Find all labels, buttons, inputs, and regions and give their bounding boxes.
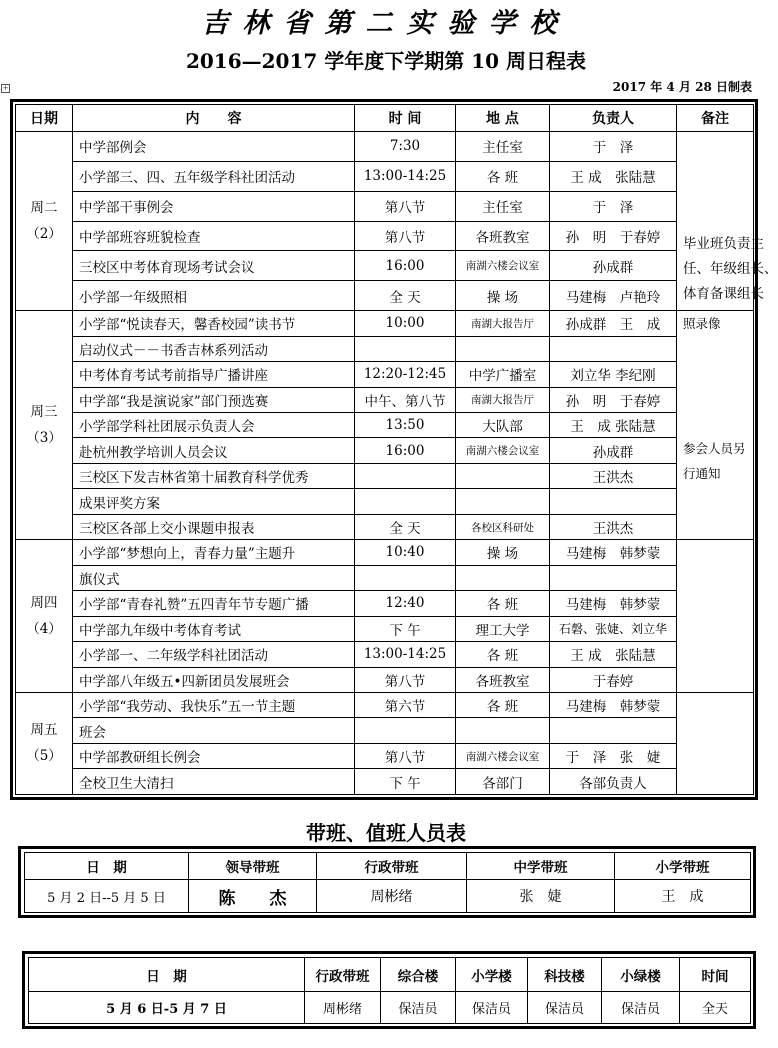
event-content: 小学部“我劳动、我快乐”五一节主题 [73, 692, 355, 717]
header-time: 时 间 [355, 105, 456, 132]
duty1-header-date: 日 期 [25, 853, 189, 880]
schedule-row [16, 311, 754, 336]
event-content: 小学部三、四、五年级学科社团活动 [73, 161, 355, 191]
event-time: 10:40 [355, 540, 456, 565]
event-place: 主任室 [456, 132, 550, 162]
duty1-admin: 周彬绪 [317, 880, 467, 913]
schedule-row [16, 540, 754, 565]
event-time: 全 天 [355, 281, 456, 311]
page-title: 2016—2017 学年度下学期第 10 周日程表 [185, 49, 587, 73]
schedule-row [16, 161, 754, 191]
event-place: 各 班 [456, 692, 550, 717]
duty2-header-building-1: 综合楼 [381, 958, 456, 992]
event-content: 中学部八年级五•四新团员发展班会 [73, 667, 355, 692]
duty2-header-building-3: 科技楼 [528, 958, 602, 992]
schedule-row [16, 221, 754, 251]
event-time: 13:00-14:25 [355, 161, 456, 191]
event-person [550, 565, 677, 590]
header-person: 负责人 [550, 105, 677, 132]
note-line: 照录像 [683, 316, 721, 332]
schedule-frame [10, 99, 778, 800]
duty1-header-primary: 小学带班 [615, 853, 751, 880]
schedule-row [16, 667, 754, 692]
event-person: 石磐、张婕、刘立华 [550, 616, 677, 641]
duty2-header-admin: 行政带班 [305, 958, 381, 992]
event-time: 7:30 [355, 132, 456, 162]
event-content: 中考体育考试考前指导广播讲座 [73, 362, 355, 387]
event-content: 中学部例会 [73, 132, 355, 162]
event-person [550, 489, 677, 514]
header-note: 备注 [677, 105, 754, 132]
event-person: 马建梅 韩梦蒙 [550, 540, 677, 565]
duty2-header-building-2: 小学楼 [456, 958, 528, 992]
event-content: 小学部“梦想向上，青春力量”主题升 [73, 540, 355, 565]
event-person: 王 成 张陆慧 [550, 413, 677, 438]
event-place: 主任室 [456, 191, 550, 221]
duty-table-2 [28, 957, 751, 1024]
schedule-row [16, 514, 754, 539]
schedule-row [16, 692, 754, 717]
note-cell [677, 311, 754, 540]
event-time: 16:00 [355, 438, 456, 463]
duty1-middle: 张 婕 [467, 880, 615, 913]
event-person: 于 泽 [550, 191, 677, 221]
event-person: 王 成 张陆慧 [550, 642, 677, 667]
duty2-time: 全天 [680, 992, 751, 1024]
event-time: 13:00-14:25 [355, 642, 456, 667]
duty2-building-4: 保洁员 [602, 992, 680, 1024]
duty2-row [29, 992, 751, 1024]
schedule-row [16, 463, 754, 488]
event-time [355, 718, 456, 743]
note-line: 行通知 [683, 466, 721, 482]
event-content: 旗仪式 [73, 565, 355, 590]
schedule-row [16, 743, 754, 768]
event-content: 全校卫生大清扫 [73, 769, 355, 795]
header-content: 内 容 [73, 105, 355, 132]
event-person: 于春婷 [550, 667, 677, 692]
event-time: 16:00 [355, 251, 456, 281]
event-content: 中学部“我是演说家”部门预选赛 [73, 387, 355, 412]
schedule-row [16, 132, 754, 162]
event-person: 马建梅 韩梦蒙 [550, 591, 677, 616]
day-cell [16, 692, 73, 794]
schedule-row [16, 591, 754, 616]
duty-table-1 [24, 852, 751, 913]
day-label: 周三 [30, 404, 58, 421]
event-time: 第八节 [355, 667, 456, 692]
day-cell [16, 132, 73, 311]
duty1-primary: 王 成 [615, 880, 751, 913]
event-person: 于 泽 [550, 132, 677, 162]
schedule-row [16, 616, 754, 641]
event-person: 王 成 张陆慧 [550, 161, 677, 191]
day-label: 周二 [30, 200, 58, 217]
duty1-date: 5 月 2 日--5 月 5 日 [25, 880, 189, 913]
event-place: 南湖大报告厅 [456, 387, 550, 412]
event-time [355, 565, 456, 590]
note-line: 参会人员另 [683, 441, 746, 457]
schedule-row [16, 718, 754, 743]
made-date: 2017 年 4 月 28 日制表 [612, 80, 752, 94]
schedule-row [16, 769, 754, 795]
event-place: 理工大学 [456, 616, 550, 641]
event-place: 各 班 [456, 161, 550, 191]
duty2-admin: 周彬绪 [305, 992, 381, 1024]
event-content: 三校区各部上交小课题申报表 [73, 514, 355, 539]
event-time: 10:00 [355, 311, 456, 336]
event-time: 第八节 [355, 191, 456, 221]
duty1-header-leader: 领导带班 [189, 853, 317, 880]
event-place: 各班教室 [456, 221, 550, 251]
day-number: （5） [26, 748, 62, 765]
event-place: 各 班 [456, 591, 550, 616]
schedule-row [16, 438, 754, 463]
event-place: 南湖六楼会议室 [456, 251, 550, 281]
event-time [355, 489, 456, 514]
table-move-handle-icon[interactable]: + [2, 84, 9, 92]
event-content: 启动仪式－－书香吉林系列活动 [73, 336, 355, 361]
event-content: 小学部学科社团展示负责人会 [73, 413, 355, 438]
duty2-building-2: 保洁员 [456, 992, 528, 1024]
note-cell [677, 692, 754, 794]
note-line: 毕业班负责主 [683, 236, 764, 252]
note-cell [677, 132, 778, 311]
event-person: 于 泽 张 婕 [550, 743, 677, 768]
event-person: 各部负责人 [550, 769, 677, 795]
schedule-header-row [16, 105, 754, 132]
event-content: 小学部“青春礼赞”五四青年节专题广播 [73, 591, 355, 616]
note-line [683, 411, 753, 436]
event-time: 下 午 [355, 769, 456, 795]
schedule-row [16, 281, 754, 311]
event-content: 中学部教研组长例会 [73, 743, 355, 768]
event-time: 13:50 [355, 413, 456, 438]
day-cell [16, 311, 73, 540]
event-time [355, 463, 456, 488]
event-content: 中学部班容班貌检查 [73, 221, 355, 251]
note-line: 体育备课组长 [683, 286, 764, 302]
schedule-row [16, 362, 754, 387]
duty2-header-row [29, 958, 751, 992]
event-person: 孙 明 于春婷 [550, 387, 677, 412]
day-label: 周四 [30, 595, 58, 612]
event-person: 孙成群 [550, 438, 677, 463]
event-person: 刘立华 李纪刚 [550, 362, 677, 387]
schedule-body [16, 132, 778, 795]
event-place: 南湖六楼会议室 [456, 743, 550, 768]
duty2-building-3: 保洁员 [528, 992, 602, 1024]
duty2-header-time: 时间 [680, 958, 751, 992]
event-time: 12:40 [355, 591, 456, 616]
event-time: 第八节 [355, 743, 456, 768]
duty1-header-admin: 行政带班 [317, 853, 467, 880]
header-place: 地 点 [456, 105, 550, 132]
duty-frame-1 [18, 846, 756, 918]
duty1-row [25, 880, 751, 913]
event-content: 三校区下发吉林省第十届教育科学优秀 [73, 463, 355, 488]
note-line [683, 157, 753, 182]
event-time: 全 天 [355, 514, 456, 539]
schedule-row [16, 251, 754, 281]
event-person: 孙 明 于春婷 [550, 221, 677, 251]
event-place [456, 336, 550, 361]
event-time: 中午、第八节 [355, 387, 456, 412]
event-place: 中学广播室 [456, 362, 550, 387]
event-person: 孙成群 王 成 [550, 311, 677, 336]
note-line: 任、年级组长、 [683, 261, 778, 277]
event-content: 小学部一年级照相 [73, 281, 355, 311]
duty1-header-row [25, 853, 751, 880]
note-line [683, 361, 753, 386]
note-cell [677, 540, 754, 693]
note-line [683, 336, 753, 361]
day-label: 周五 [30, 722, 58, 739]
duty2-date: 5 月 6 日-5 月 7 日 [29, 992, 305, 1024]
event-content: 班会 [73, 718, 355, 743]
event-time [355, 336, 456, 361]
event-person [550, 718, 677, 743]
duty-title: 带班、值班人员表 [306, 821, 466, 845]
event-content: 成果评奖方案 [73, 489, 355, 514]
duty-frame-2 [22, 951, 756, 1029]
schedule-table [15, 104, 778, 795]
duty2-header-building-4: 小绿楼 [602, 958, 680, 992]
event-person [550, 336, 677, 361]
day-number: （2） [26, 226, 62, 243]
school-name: 吉林省第二实验学校 [201, 8, 571, 39]
schedule-row [16, 413, 754, 438]
day-number: （3） [26, 430, 62, 447]
event-place: 各班教室 [456, 667, 550, 692]
header-date: 日期 [16, 105, 73, 132]
event-place: 各校区科研处 [456, 514, 550, 539]
day-cell [16, 540, 73, 693]
event-time: 第六节 [355, 692, 456, 717]
event-time: 12:20-12:45 [355, 362, 456, 387]
event-content: 赴杭州教学培训人员会议 [73, 438, 355, 463]
event-place: 南湖大报告厅 [456, 311, 550, 336]
duty1-leader: 陈 杰 [189, 880, 317, 913]
schedule-row [16, 387, 754, 412]
event-person: 王洪杰 [550, 514, 677, 539]
note-line [683, 207, 753, 232]
event-place: 各 班 [456, 642, 550, 667]
schedule-row [16, 489, 754, 514]
duty1-header-middle: 中学带班 [467, 853, 615, 880]
event-place [456, 565, 550, 590]
event-content: 中学部干事例会 [73, 191, 355, 221]
event-time: 下 午 [355, 616, 456, 641]
event-person: 马建梅 韩梦蒙 [550, 692, 677, 717]
note-line [683, 132, 753, 157]
event-place [456, 718, 550, 743]
event-place: 操 场 [456, 281, 550, 311]
event-person: 王洪杰 [550, 463, 677, 488]
event-person: 孙成群 [550, 251, 677, 281]
event-person: 马建梅 卢艳玲 [550, 281, 677, 311]
event-content: 中学部九年级中考体育考试 [73, 616, 355, 641]
event-place: 操 场 [456, 540, 550, 565]
note-line [683, 182, 753, 207]
event-place: 各部门 [456, 769, 550, 795]
duty2-header-date: 日 期 [29, 958, 305, 992]
event-place [456, 463, 550, 488]
event-place [456, 489, 550, 514]
note-line [683, 386, 753, 411]
event-time: 第八节 [355, 221, 456, 251]
schedule-row [16, 642, 754, 667]
schedule-row [16, 191, 754, 221]
event-content: 小学部一、二年级学科社团活动 [73, 642, 355, 667]
event-place: 南湖六楼会议室 [456, 438, 550, 463]
schedule-row [16, 336, 754, 361]
event-content: 三校区中考体育现场考试会议 [73, 251, 355, 281]
event-place: 大队部 [456, 413, 550, 438]
duty2-building-1: 保洁员 [381, 992, 456, 1024]
schedule-row [16, 565, 754, 590]
event-content: 小学部“悦读春天，馨香校园”读书节 [73, 311, 355, 336]
day-number: （4） [26, 621, 62, 638]
